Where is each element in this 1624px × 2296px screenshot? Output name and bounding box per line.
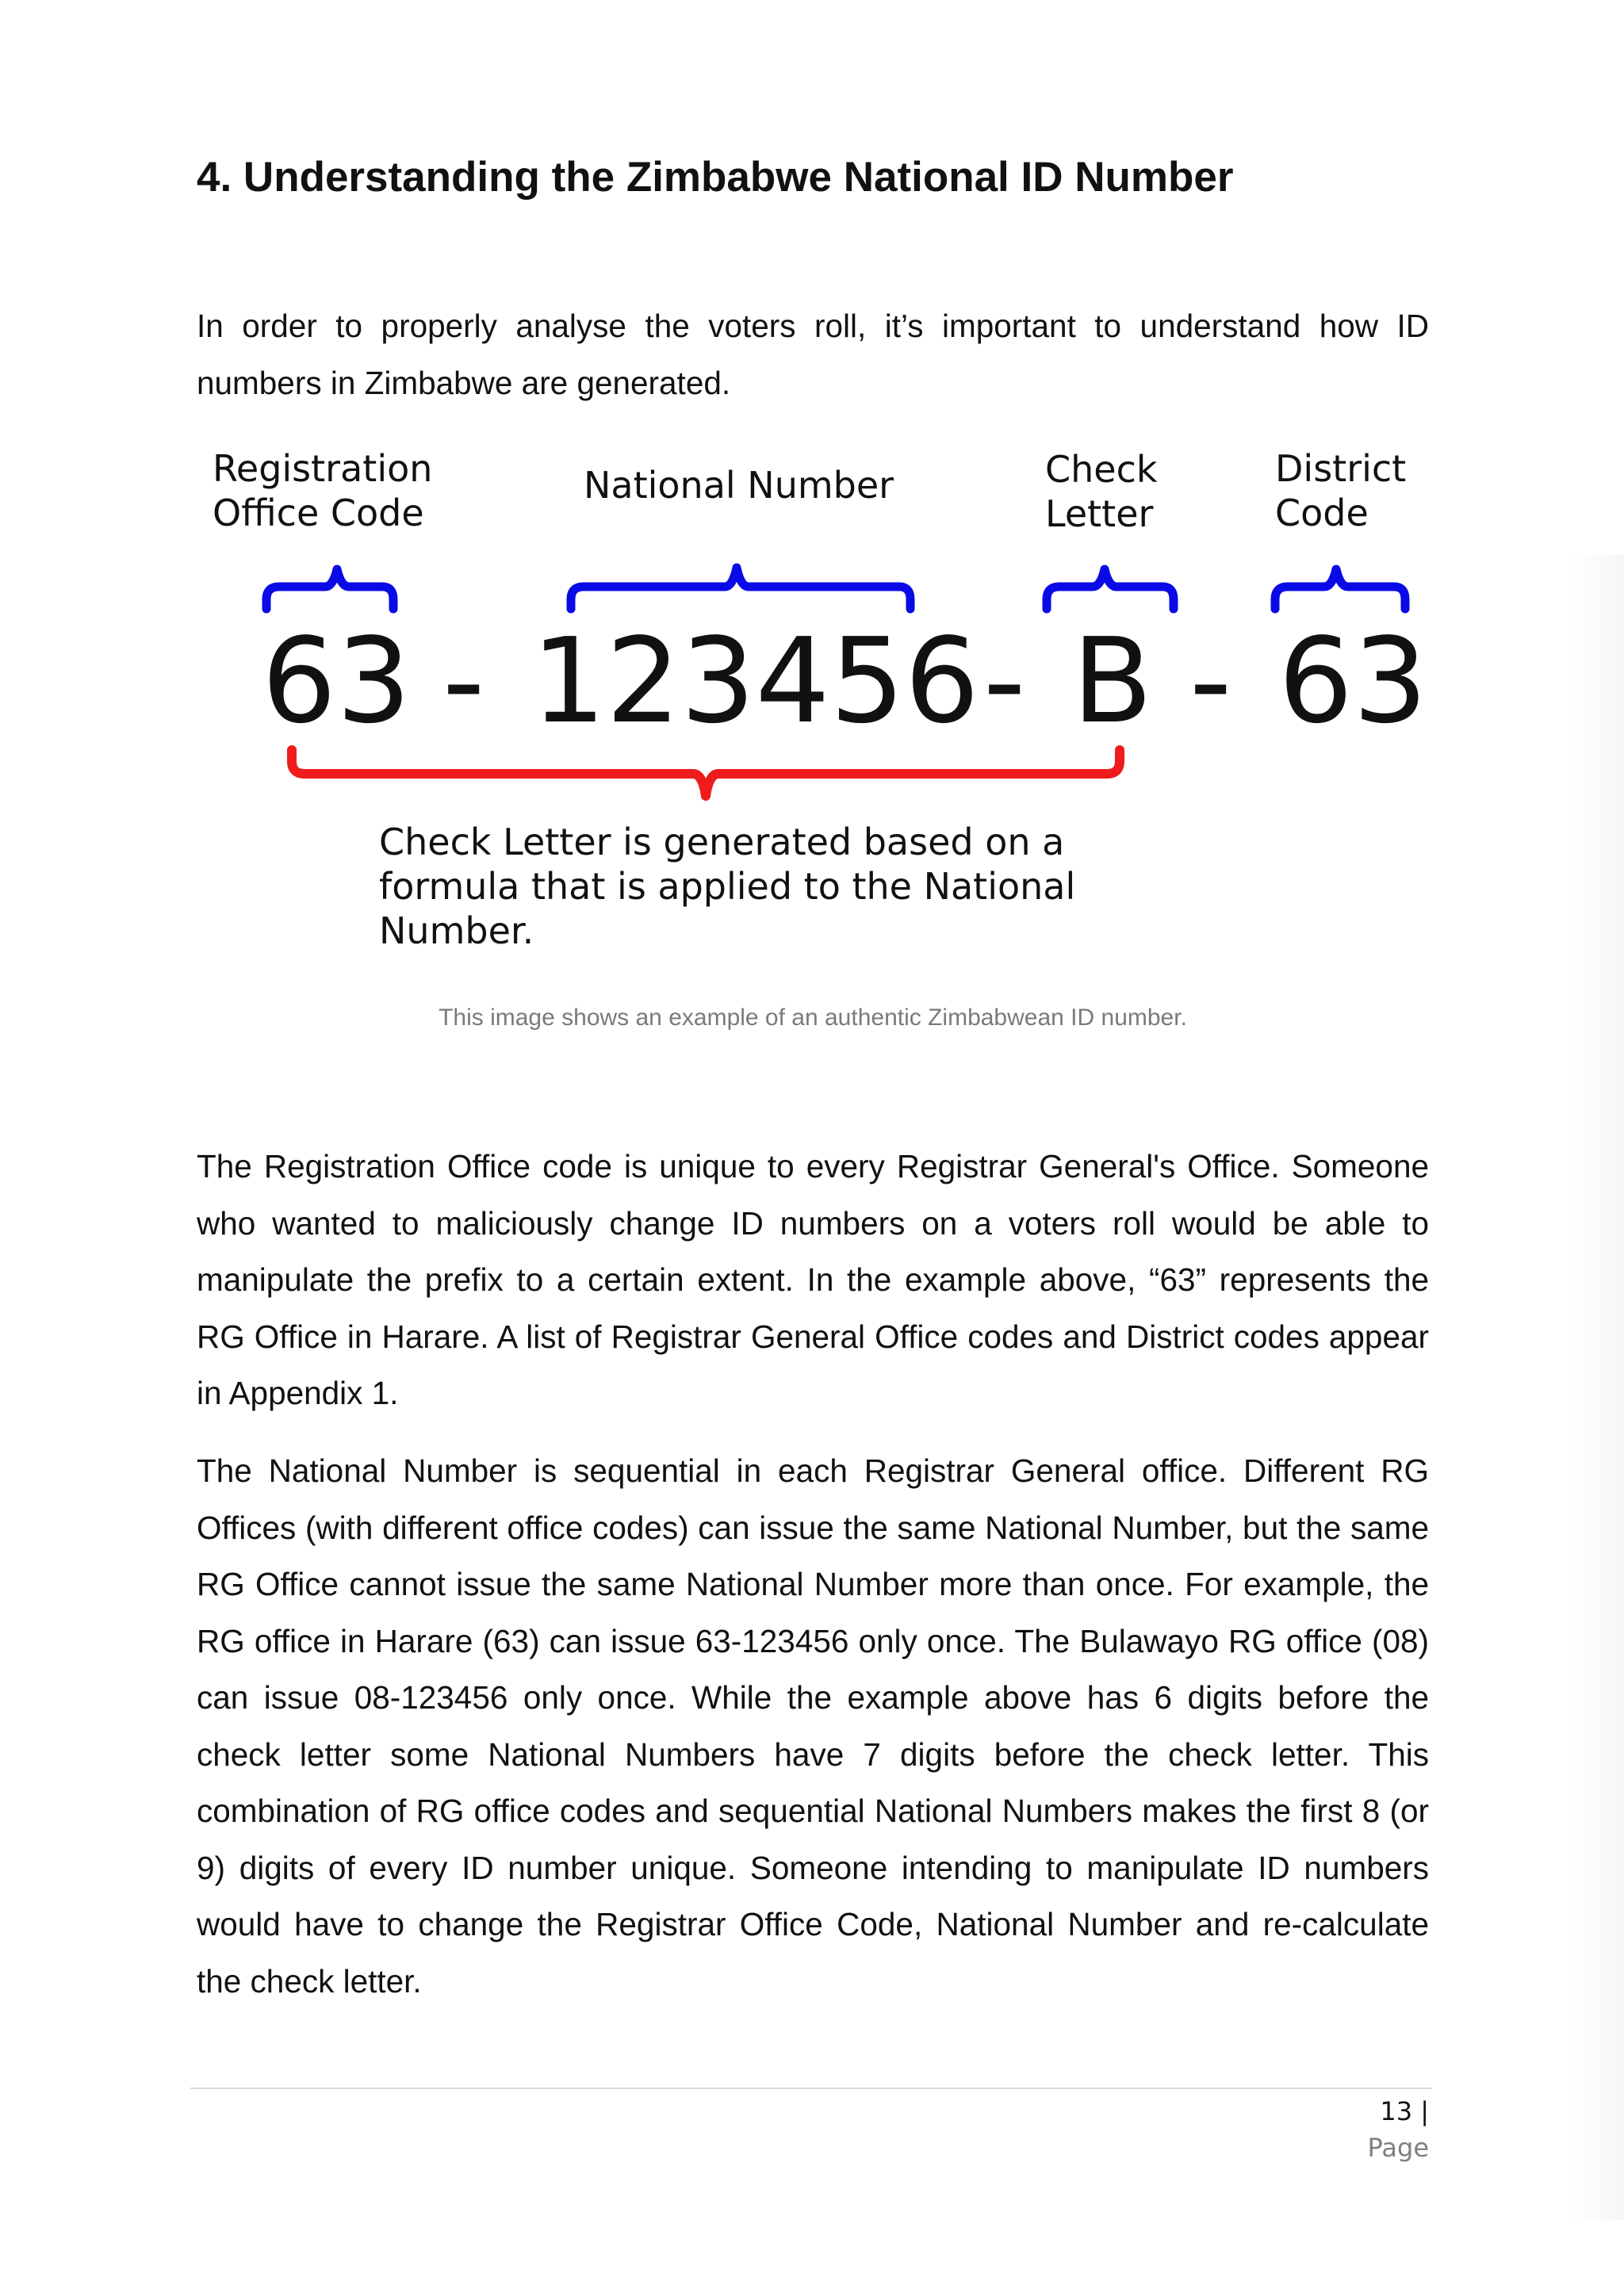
brace-national-number <box>571 568 910 609</box>
body-paragraph-registration-office: The Registration Office code is unique to every Registrar General's Office. Someone who wanted to maliciously change ID numbers on a voters roll would be able to manipulate the prefix to a certain extent. In the example above, “63” represents the RG Office in Harare. A list of Registrar General Office codes and District codes appear in Appendix 1. <box>197 1148 1429 1411</box>
page-edge-shadow <box>1570 555 1624 2220</box>
intro-paragraph: In order to properly analyse the voters roll, it’s important to understand how ID numbers in Zimbabwe are generated. <box>197 308 1429 401</box>
label-district-code-line2: Code <box>1275 492 1369 534</box>
label-district-code-line1: District <box>1275 447 1407 490</box>
id-separator: - <box>1189 613 1232 749</box>
body-paragraph-national-number: The National Number is sequential in each Registrar General office. Different RG Offices (with different office codes) can issue the same National Number, but the same RG Office cannot issue the same National Number more than once. For example, the RG office in Harare (63) can issue 63-123456 only once. The Bulawayo RG office (08) can issue 08-123456 only once. While the example above has 6 digits before the check letter some National Numbers have 7 digits before the check letter. This combination of RG office codes and sequential National Numbers makes the first 8 (or 9) digits of every ID number unique. Someone intending to manipulate ID numbers would have to change the Registrar Office Code, National Number and re-calculate the check letter. <box>197 1452 1429 1999</box>
brace-district-code <box>1275 569 1405 609</box>
id-separator: - <box>983 613 1026 749</box>
brace-office-code <box>266 569 393 609</box>
id-separator: - <box>442 613 485 749</box>
id-office-code: 63 <box>262 613 412 749</box>
label-registration-office-code-line2: Office Code <box>213 492 424 534</box>
label-check-letter-line2: Letter <box>1045 492 1154 535</box>
id-district-code: 63 <box>1278 613 1428 749</box>
page-label: Page <box>1367 2133 1429 2163</box>
id-check-letter: B <box>1072 613 1153 749</box>
id-national-number: 123456 <box>531 613 979 749</box>
footer-divider <box>190 2087 1432 2089</box>
label-check-letter-line1: Check <box>1045 448 1158 491</box>
brace-check-letter <box>1047 569 1174 609</box>
figure-caption: This image shows an example of an authentic Zimbabwean ID number. <box>439 1004 1187 1031</box>
explanation-line-3: Number. <box>379 909 534 952</box>
label-registration-office-code-line1: Registration <box>213 447 433 490</box>
id-number-diagram <box>206 444 1443 983</box>
explanation-line-1: Check Letter is generated based on a <box>379 821 1065 863</box>
page-footer <box>1368 2093 1429 2166</box>
section-heading: 4. Understanding the Zimbabwe National ID Number <box>197 154 1234 201</box>
label-national-number: National Number <box>584 464 894 507</box>
id-number <box>262 613 1427 749</box>
page-number: 13 | <box>1380 2096 1429 2126</box>
brace-check-letter-formula <box>292 750 1120 796</box>
explanation-line-2: formula that is applied to the National <box>379 865 1076 908</box>
